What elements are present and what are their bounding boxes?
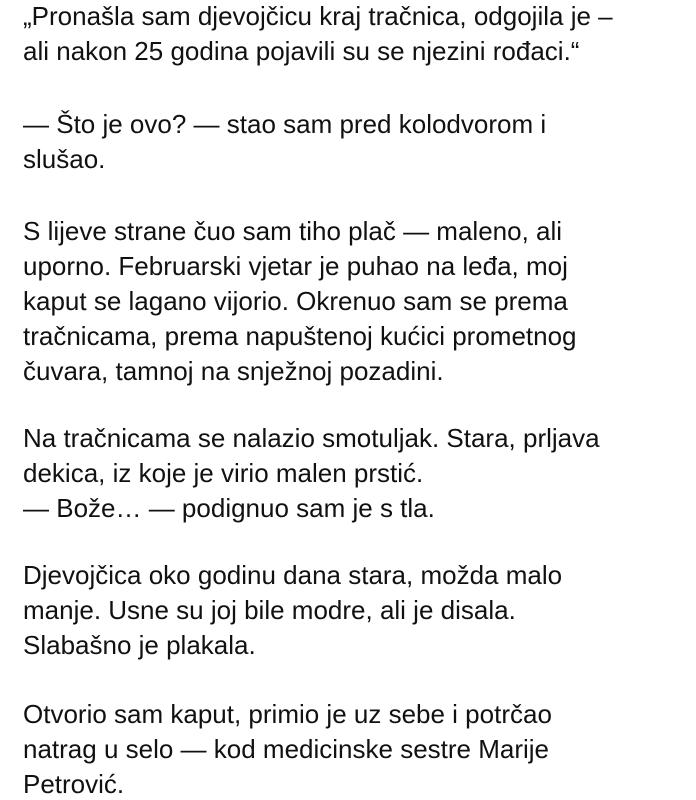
text-line: Petrović. bbox=[23, 769, 125, 799]
text-line: „Pronašla sam djevojčicu kraj tračnica, odgojila je – bbox=[23, 1, 613, 31]
text-line: Slabašno je plakala. bbox=[23, 630, 256, 660]
text-line: tračnicama, prema napuštenoj kućici prometnog bbox=[23, 321, 577, 351]
text-line: dekica, iz koje je virio malen prstić. bbox=[23, 458, 424, 488]
text-line: čuvara, tamnoj na snježnoj pozadini. bbox=[23, 356, 444, 386]
text-line: kaput se lagano vijorio. Okrenuo sam se prema bbox=[23, 286, 568, 316]
text-line: natrag u selo — kod medicinske sestre Marije bbox=[23, 734, 550, 764]
text-line: uporno. Februarski vjetar je puhao na leđa, moj bbox=[23, 251, 568, 281]
text-line: ali nakon 25 godina pojavili su se njezini rođaci.“ bbox=[23, 36, 580, 66]
text-line: slušao. bbox=[23, 144, 106, 174]
text-line: — Što je ovo? — stao sam pred kolodvorom i bbox=[23, 109, 547, 139]
text-line: — Bože… — podignuo sam je s tla. bbox=[23, 493, 435, 523]
text-line: Djevojčica oko godinu dana stara, možda malo bbox=[23, 560, 563, 590]
text-line: Otvorio sam kaput, primio je uz sebe i potrčao bbox=[23, 699, 552, 729]
text-line: S lijeve strane čuo sam tiho plač — maleno, ali bbox=[23, 216, 563, 246]
text-line: manje. Usne su joj bile modre, ali je disala. bbox=[23, 595, 516, 625]
text-line: Na tračnicama se nalazio smotuljak. Stara, prljava bbox=[23, 423, 600, 453]
